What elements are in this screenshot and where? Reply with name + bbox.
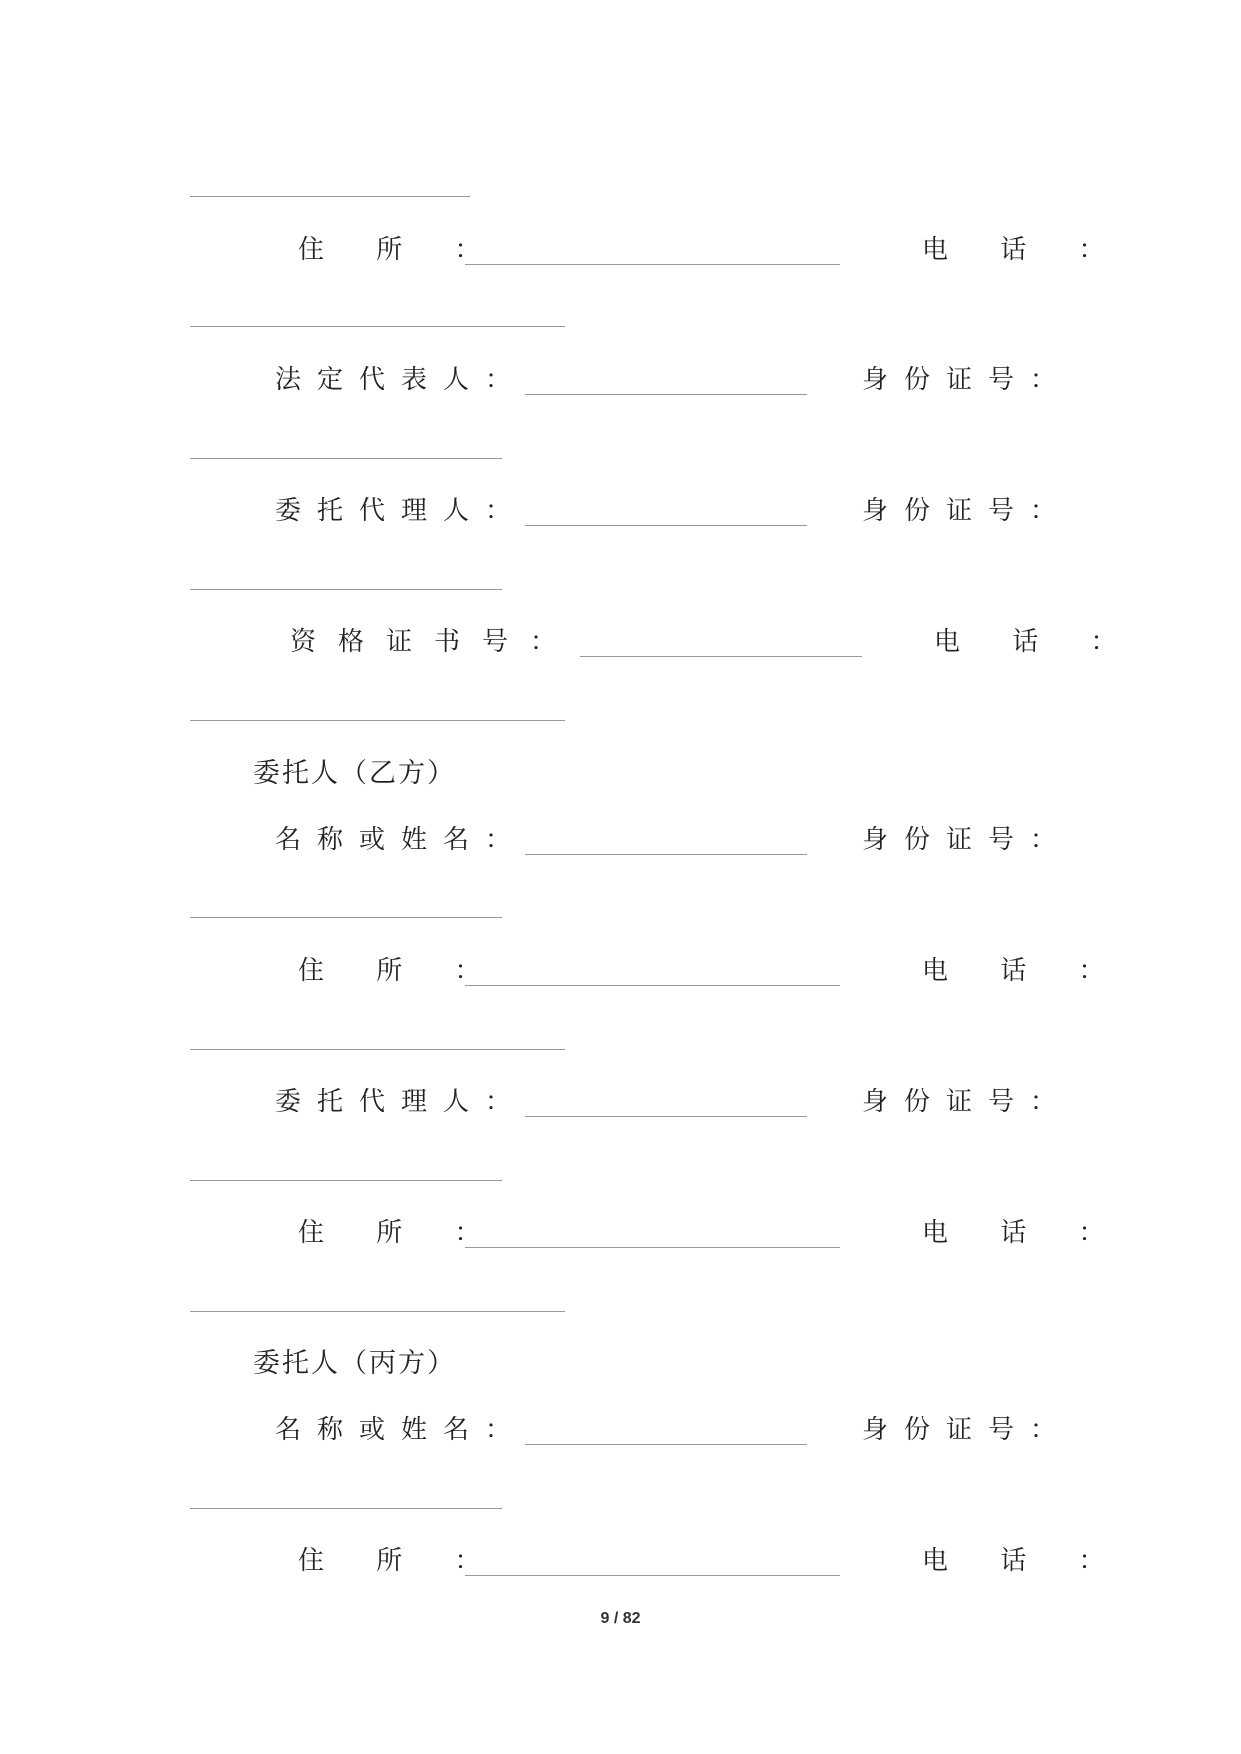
id-no-blank (190, 917, 502, 918)
id-no-label: 身份证号： (862, 1087, 1073, 1117)
legal-rep-blank (525, 394, 807, 395)
address-label: 住 所 ： (298, 1218, 503, 1248)
id-no-label: 身份证号： (862, 825, 1073, 855)
address-blank (465, 1247, 840, 1248)
id-no-label: 身份证号： (862, 1415, 1073, 1445)
address-label: 住 所 ： (298, 1546, 503, 1576)
phone-blank (190, 1049, 565, 1050)
agent-blank (525, 1116, 807, 1117)
address-blank (465, 1575, 840, 1576)
agent-label: 委托代理人： (275, 1087, 528, 1117)
phone-label: 电 话 ： (922, 1546, 1127, 1576)
agent-blank (525, 525, 807, 526)
legal-rep-label: 法定代表人： (275, 365, 528, 395)
address-label: 住 所 ： (298, 956, 503, 986)
id-no-blank (190, 589, 502, 590)
phone-blank (190, 326, 565, 327)
cert-no-blank (580, 656, 862, 657)
phone-label: 电 话 ： (922, 956, 1127, 986)
address-label: 住 所 ： (298, 235, 503, 265)
address-blank (465, 985, 840, 986)
page-number: 9 / 82 (600, 1610, 641, 1627)
id-no-label: 身份证号： (862, 496, 1073, 526)
name-blank (525, 854, 807, 855)
phone-label: 电 话 ： (922, 235, 1127, 265)
name-label: 名称或姓名： (275, 825, 528, 855)
phone-label: 电 话 ： (922, 1218, 1127, 1248)
cert-no-label: 资格证书号： (290, 627, 579, 657)
id-no-blank (190, 1180, 502, 1181)
name-blank (525, 1444, 807, 1445)
blank-line (190, 196, 470, 197)
party-b-heading: 委托人（乙方） (253, 758, 456, 789)
agent-label: 委托代理人： (275, 496, 528, 526)
id-no-blank (190, 458, 502, 459)
id-no-label: 身份证号： (862, 365, 1073, 395)
phone-label: 电 话 ： (934, 627, 1139, 657)
id-no-blank (190, 1508, 502, 1509)
address-blank (465, 264, 840, 265)
name-label: 名称或姓名： (275, 1415, 528, 1445)
phone-blank (190, 1311, 565, 1312)
party-c-heading: 委托人（丙方） (253, 1348, 456, 1379)
phone-blank (190, 720, 565, 721)
